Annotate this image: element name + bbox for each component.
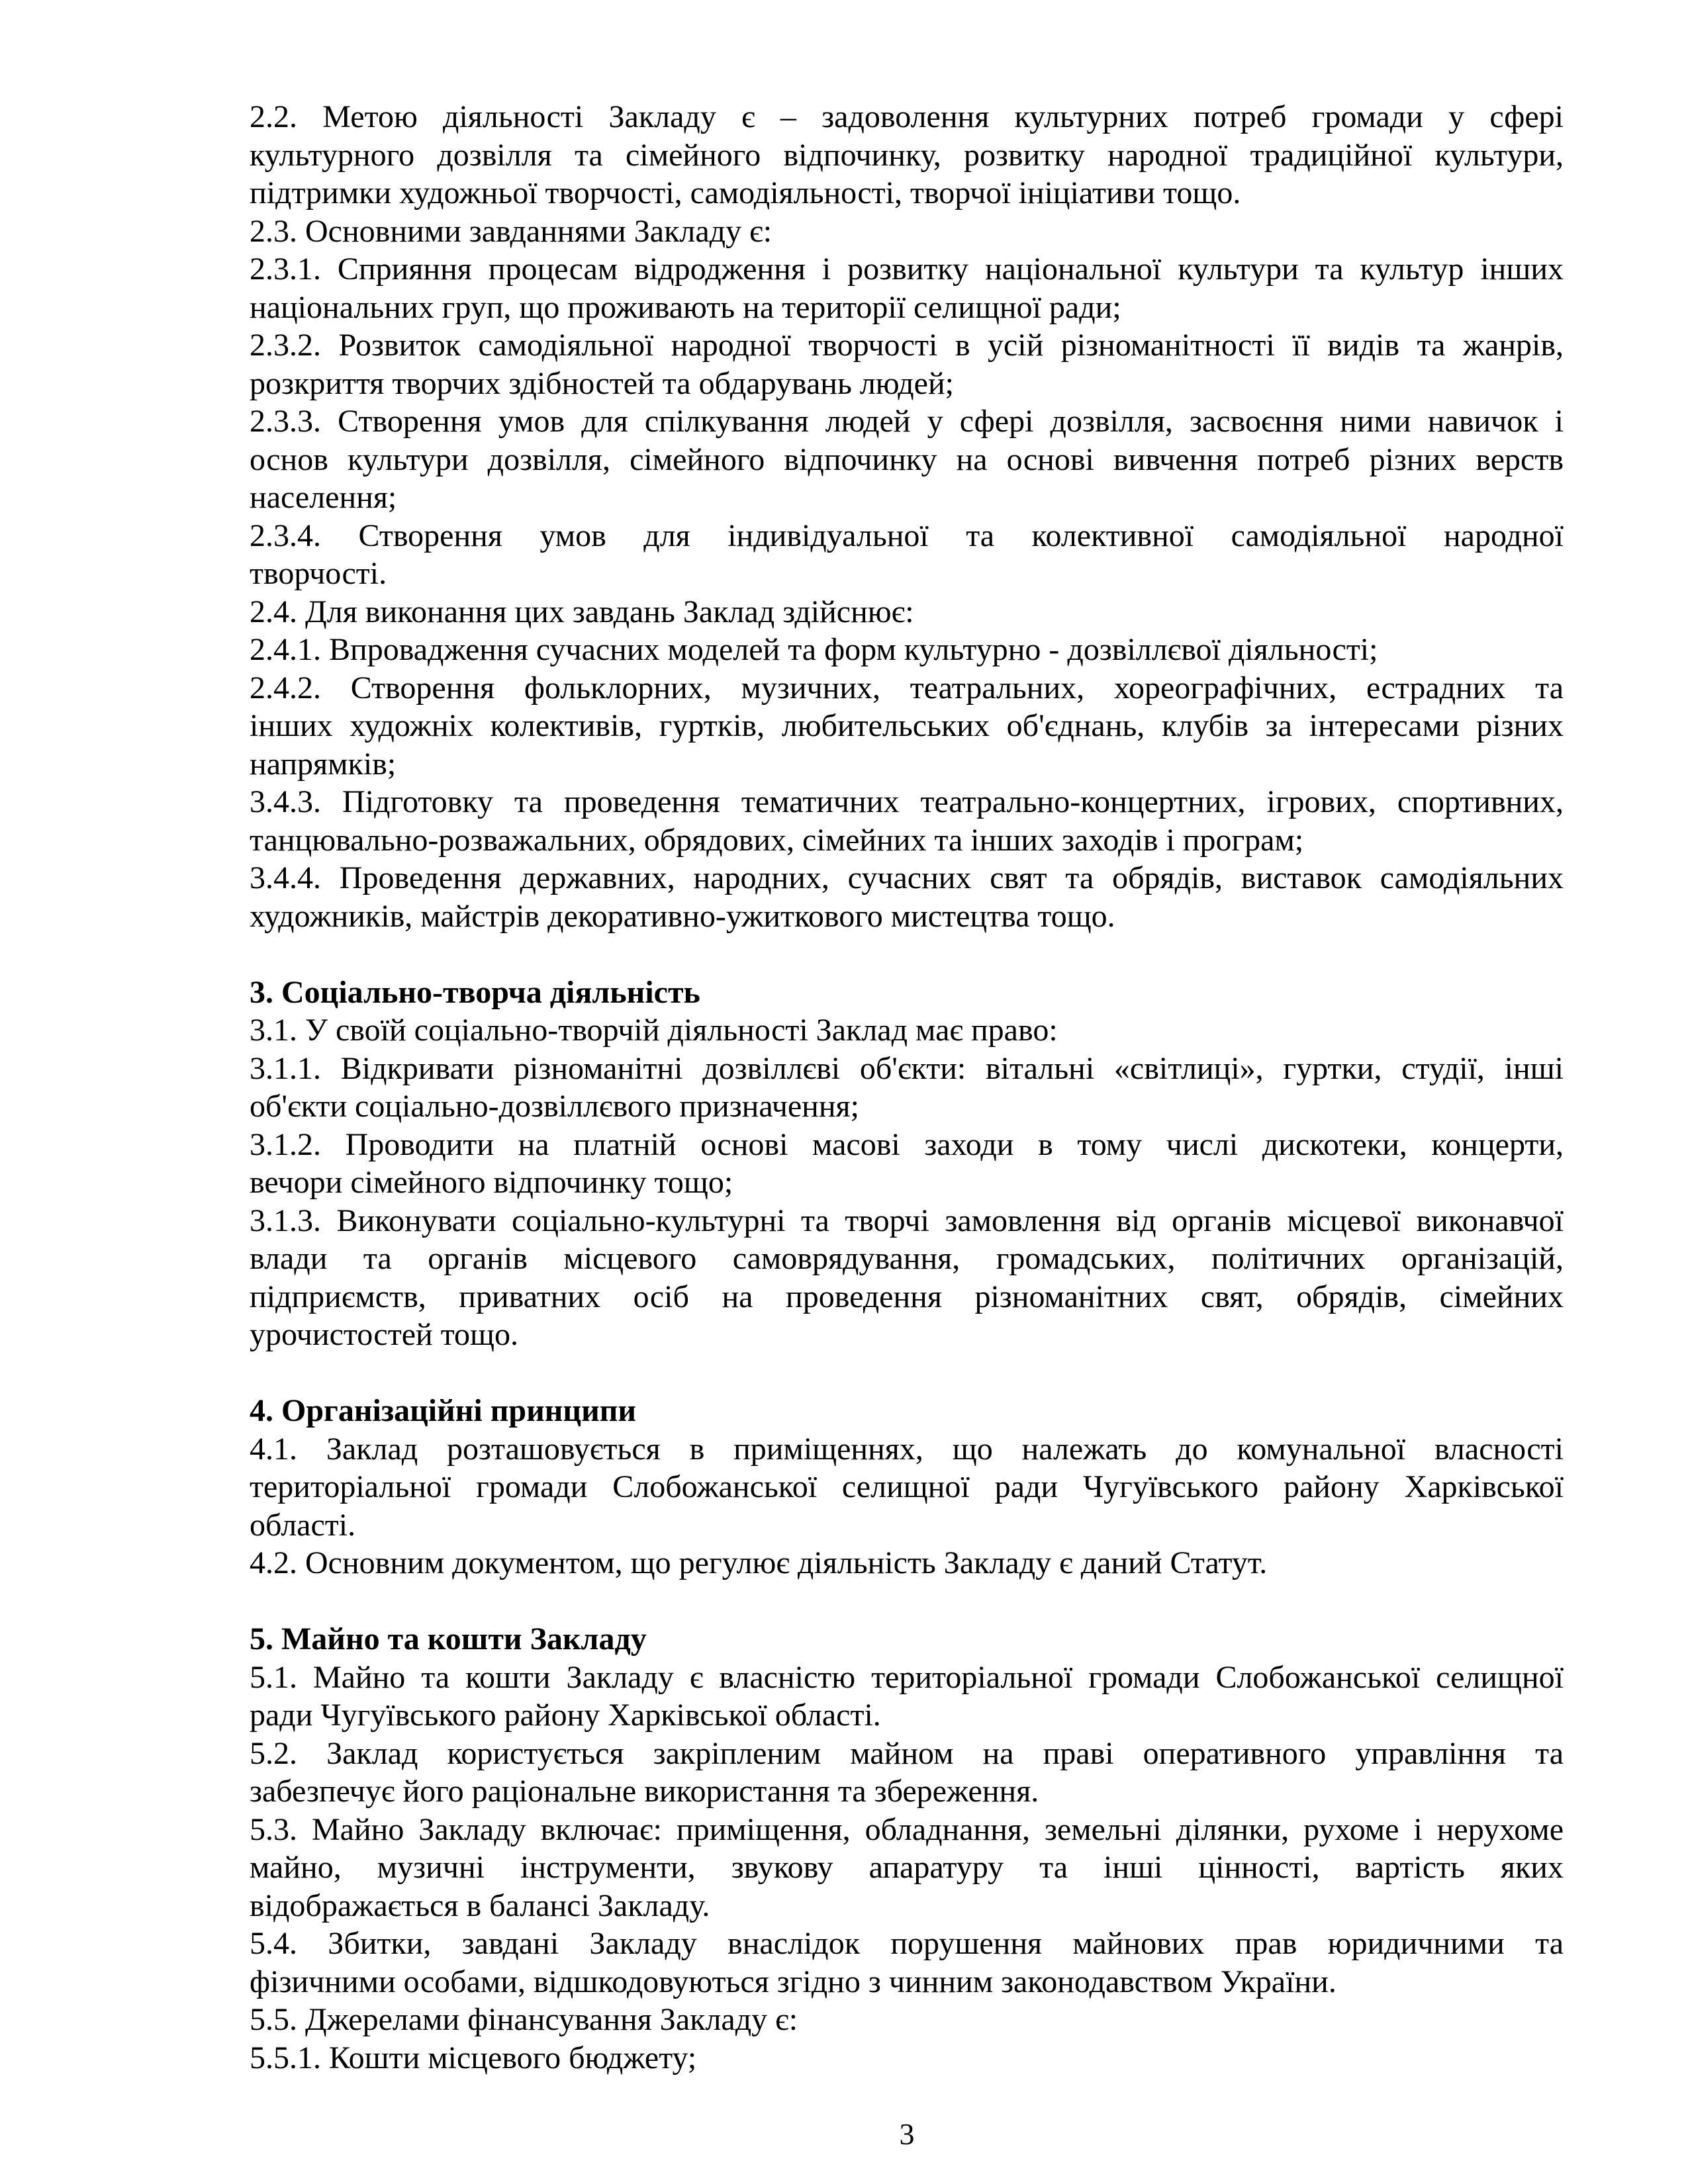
paragraph [250, 98, 1564, 212]
paragraph [250, 1735, 1564, 1811]
paragraph [250, 2001, 1564, 2039]
paragraph-line: населення; [250, 480, 397, 515]
paragraph-line: 4.2. Основним документом, що регулює діяльність Закладу є даний Статут. [250, 1545, 1268, 1580]
paragraph [250, 669, 1564, 784]
heading-text: 4. Організаційні принципи [250, 1393, 637, 1428]
paragraph-line: розкриття творчих здібностей та обдарувань людей; [250, 365, 954, 401]
paragraph-line: 2.3.2. Розвиток самодіяльної народної творчості в усій різноманітності її видів та жанрів, [250, 328, 1564, 363]
section-heading [250, 1392, 1564, 1430]
paragraph-line: області. [250, 1507, 356, 1543]
paragraph-line: 2.4.1. Впровадження сучасних моделей та форм культурно - дозвіллєвої діяльності; [250, 632, 1378, 667]
heading-text: 3. Соціально-творча діяльність [250, 974, 700, 1010]
page-number: 3 [899, 2117, 915, 2151]
paragraph-line: 3.1. У своїй соціально-творчій діяльності Заклад має право: [250, 1013, 1058, 1048]
paragraph-line: 3.1.1. Відкривати різноманітні дозвіллєві об'єкти: вітальні «світлиці», гуртки, студії, інші [250, 1050, 1564, 1086]
paragraph-line: 3.1.2. Проводити на платній основі масові заходи в тому числі дискотеки, концерти, [250, 1126, 1564, 1162]
paragraph-line: 5.5.1. Кошти місцевого бюджету; [250, 2040, 697, 2075]
blank-line [250, 1582, 1564, 1621]
paragraph-line: інших художніх колективів, гуртків, любительських об'єднань, клубів за інтересами різних [250, 708, 1564, 743]
paragraph-line: відображається в балансі Закладу. [250, 1888, 710, 1923]
blank-line [250, 935, 1564, 974]
paragraph [250, 402, 1564, 517]
section-heading [250, 974, 1564, 1012]
paragraph [250, 212, 1564, 251]
paragraph-line: 5.3. Майно Закладу включає: приміщення, обладнання, земельні ділянки, рухоме і нерухоме [250, 1811, 1564, 1847]
paragraph-line: фізичними особами, відшкодовуються згідно з чинним законодавством України. [250, 1964, 1336, 1999]
paragraph-line: урочистостей тощо. [250, 1317, 519, 1352]
paragraph-line: 3.1.3. Виконувати соціально-культурні та творчі замовлення від органів місцевої виконавчої [250, 1203, 1564, 1238]
paragraph-line: 5.4. Збитки, завдані Закладу внаслідок порушення майнових прав юридичними та [250, 1926, 1564, 1961]
paragraph-line: 2.3. Основними завданнями Закладу є: [250, 213, 773, 249]
paragraph-line: підприємств, приватних осіб на проведення різноманітних свят, обрядів, сімейних [250, 1279, 1564, 1314]
paragraph-line: підтримки художньої творчості, самодіяльності, творчої ініціативи тощо. [250, 175, 1241, 210]
paragraph [250, 783, 1564, 859]
paragraph-line: творчості. [250, 556, 387, 591]
paragraph-line: 5.5. Джерелами фінансування Закладу є: [250, 2002, 798, 2037]
paragraph [250, 631, 1564, 669]
paragraph-line: 2.4.2. Створення фольклорних, музичних, театральних, хореографічних, естрадних та [250, 670, 1564, 705]
paragraph-line: 3.4.3. Підготовку та проведення тематичних театрально-концертних, ігрових, спортивних, [250, 784, 1564, 819]
paragraph-line: 5.2. Заклад користується закріпленим майном на праві оперативного управління та [250, 1735, 1564, 1771]
paragraph [250, 593, 1564, 631]
paragraph-line: напрямків; [250, 746, 397, 782]
paragraph [250, 1202, 1564, 1354]
paragraph-line: 2.3.4. Створення умов для індивідуальної та колективної самодіяльної народної [250, 518, 1564, 553]
paragraph-line: вечори сімейного відпочинку тощо; [250, 1165, 733, 1200]
paragraph-line: 2.3.3. Створення умов для спілкування людей у сфері дозвілля, засвоєння ними навичок і [250, 404, 1564, 439]
paragraph [250, 1659, 1564, 1735]
paragraph-line: забезпечує його раціональне використання та збереження. [250, 1774, 1039, 1809]
paragraph-line: художників, майстрів декоративно-ужиткового мистецтва тощо. [250, 898, 1115, 934]
paragraph-line: 2.3.1. Сприяння процесам відродження і розвитку національної культури та культур інших [250, 251, 1564, 287]
paragraph-line: національних груп, що проживають на території селищної ради; [250, 289, 1121, 325]
paragraph [250, 1811, 1564, 1925]
paragraph [250, 326, 1564, 402]
heading-text: 5. Майно та кошти Закладу [250, 1621, 647, 1657]
paragraph [250, 250, 1564, 326]
paragraph-line: основ культури дозвілля, сімейного відпочинку на основі вивчення потреб різних верств [250, 441, 1564, 477]
paragraph [250, 1430, 1564, 1545]
paragraph-line: 2.2. Метою діяльності Закладу є – задоволення культурних потреб громади у сфері [250, 99, 1564, 134]
paragraph-line: танцювально-розважальних, обрядових, сімейних та інших заходів і програм; [250, 822, 1304, 858]
paragraph-line: культурного дозвілля та сімейного відпочинку, розвитку народної традиційної культури, [250, 137, 1564, 173]
paragraph-line: 2.4. Для виконання цих завдань Заклад здійснює: [250, 594, 914, 629]
paragraph-line: 4.1. Заклад розташовується в приміщеннях, що належать до комунальної власності [250, 1431, 1564, 1467]
paragraph [250, 1544, 1564, 1582]
paragraph [250, 1925, 1564, 2001]
paragraph-line: 3.4.4. Проведення державних, народних, сучасних свят та обрядів, виставок самодіяльних [250, 860, 1564, 895]
paragraph [250, 517, 1564, 593]
section-heading [250, 1620, 1564, 1659]
document-body [250, 98, 1564, 2077]
paragraph-line: ради Чугуївського району Харківської області. [250, 1698, 881, 1733]
paragraph-line: 5.1. Майно та кошти Закладу є власністю територіальної громади Слобожанської селищної [250, 1659, 1564, 1695]
paragraph-line: територіальної громади Слобожанської селищної ради Чугуївського району Харківської [250, 1469, 1564, 1504]
paragraph [250, 1050, 1564, 1126]
paragraph [250, 859, 1564, 935]
paragraph [250, 1126, 1564, 1202]
blank-line [250, 1354, 1564, 1392]
paragraph [250, 1011, 1564, 1050]
paragraph-line: влади та органів місцевого самоврядування, громадських, політичних організацій, [250, 1241, 1564, 1276]
paragraph [250, 2039, 1564, 2077]
paragraph-line: майно, музичні інструменти, звукову апаратуру та інші цінності, вартість яких [250, 1850, 1564, 1885]
paragraph-line: об'єкти соціально-дозвіллєвого призначення; [250, 1089, 859, 1124]
